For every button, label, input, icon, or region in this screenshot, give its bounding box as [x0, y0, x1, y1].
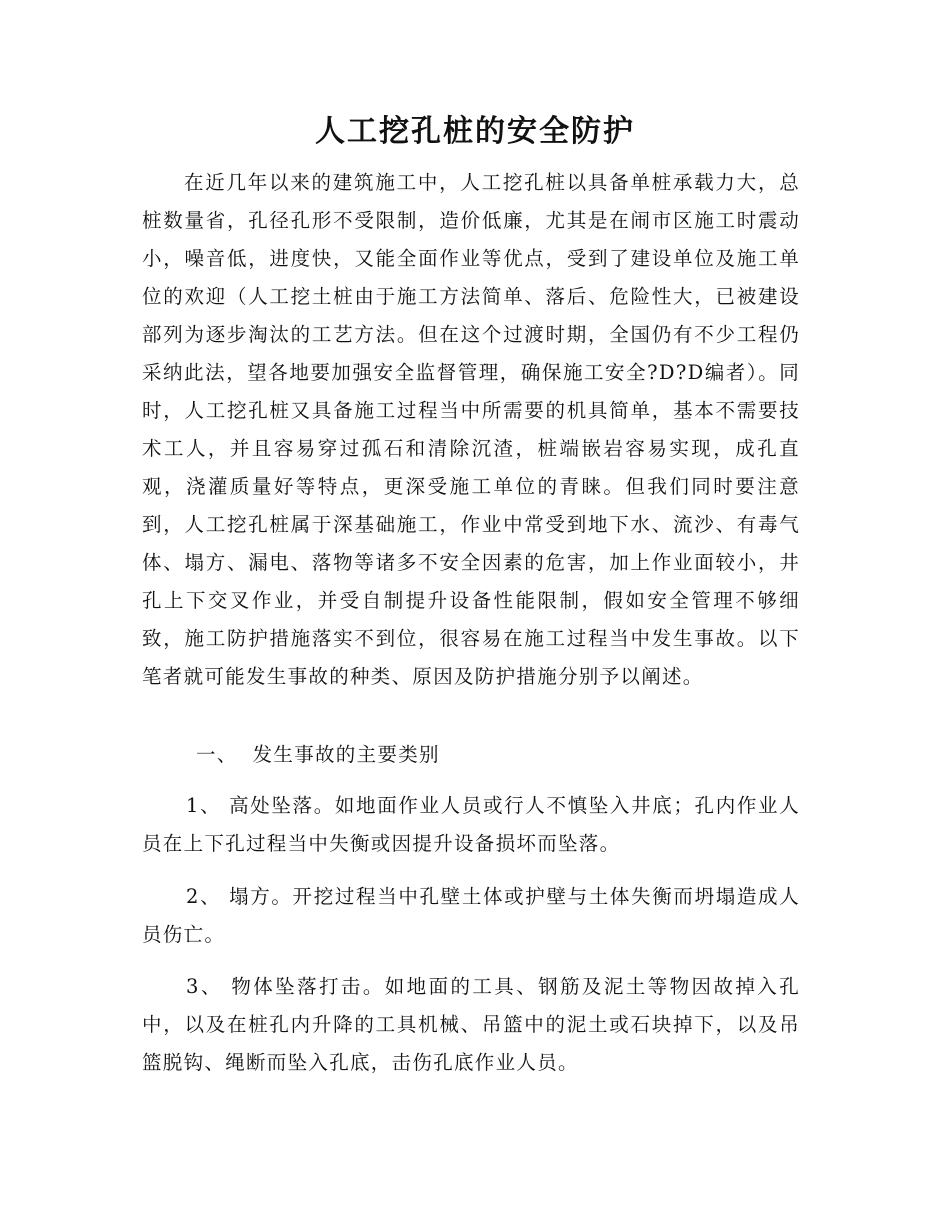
list-item: 1、 高处坠落。如地面作业人员或行人不慎坠入井底；孔内作业人员在上下孔过程当中失衡或因提升设备损坏而坠落。	[142, 794, 800, 855]
section-heading: 一、 发生事故的主要类别	[196, 743, 440, 766]
intro-paragraph: 在近几年以来的建筑施工中，人工挖孔桩以具备单桩承载力大，总桩数量省，孔径孔形不受限制，造价低廉，尤其是在闹市区施工时震动小，噪音低，进度快，又能全面作业等优点，受到了建设单位及施工单位的欢迎（人工挖土桩由于施工方法简单、落后、危险性大，已被建设部列为逐步淘汰的工艺方法。但在这个过渡时期，全国仍有不少工程仍采纳此法，望各地要加强安全监督管理，确保施工安全?D?D编者）。同时，人工挖孔桩又具备施工过程当中所需要的机具简单，基本不需要技术工人，并且容易穿过孤石和清除沉渣，桩端嵌岩容易实现，成孔直观，浇灌质量好等特点，更深受施工单位的青睐。但我们同时要注意到，人工挖孔桩属于深基础施工，作业中常受到地下水、流沙、有毒气体、塌方、漏电、落物等诸多不安全因素的危害，加上作业面较小，井孔上下交叉作业，并受自制提升设备性能限制，假如安全管理不够细致，施工防护措施落实不到位，很容易在施工过程当中发生事故。以下笔者就可能发生事故的种类、原因及防护措施分别予以阐述。	[142, 171, 800, 688]
list-item: 2、 塌方。开挖过程当中孔壁土体或护壁与土体失衡而坍塌造成人员伤亡。	[142, 885, 800, 946]
document-title: 人工挖孔桩的安全防护	[315, 114, 635, 149]
list-item: 3、 物体坠落打击。如地面的工具、钢筋及泥土等物因故掉入孔中，以及在桩孔内升降的工具机械、吊篮中的泥土或石块掉下，以及吊篮脱钩、绳断而坠入孔底，击伤孔底作业人员。	[142, 975, 800, 1074]
